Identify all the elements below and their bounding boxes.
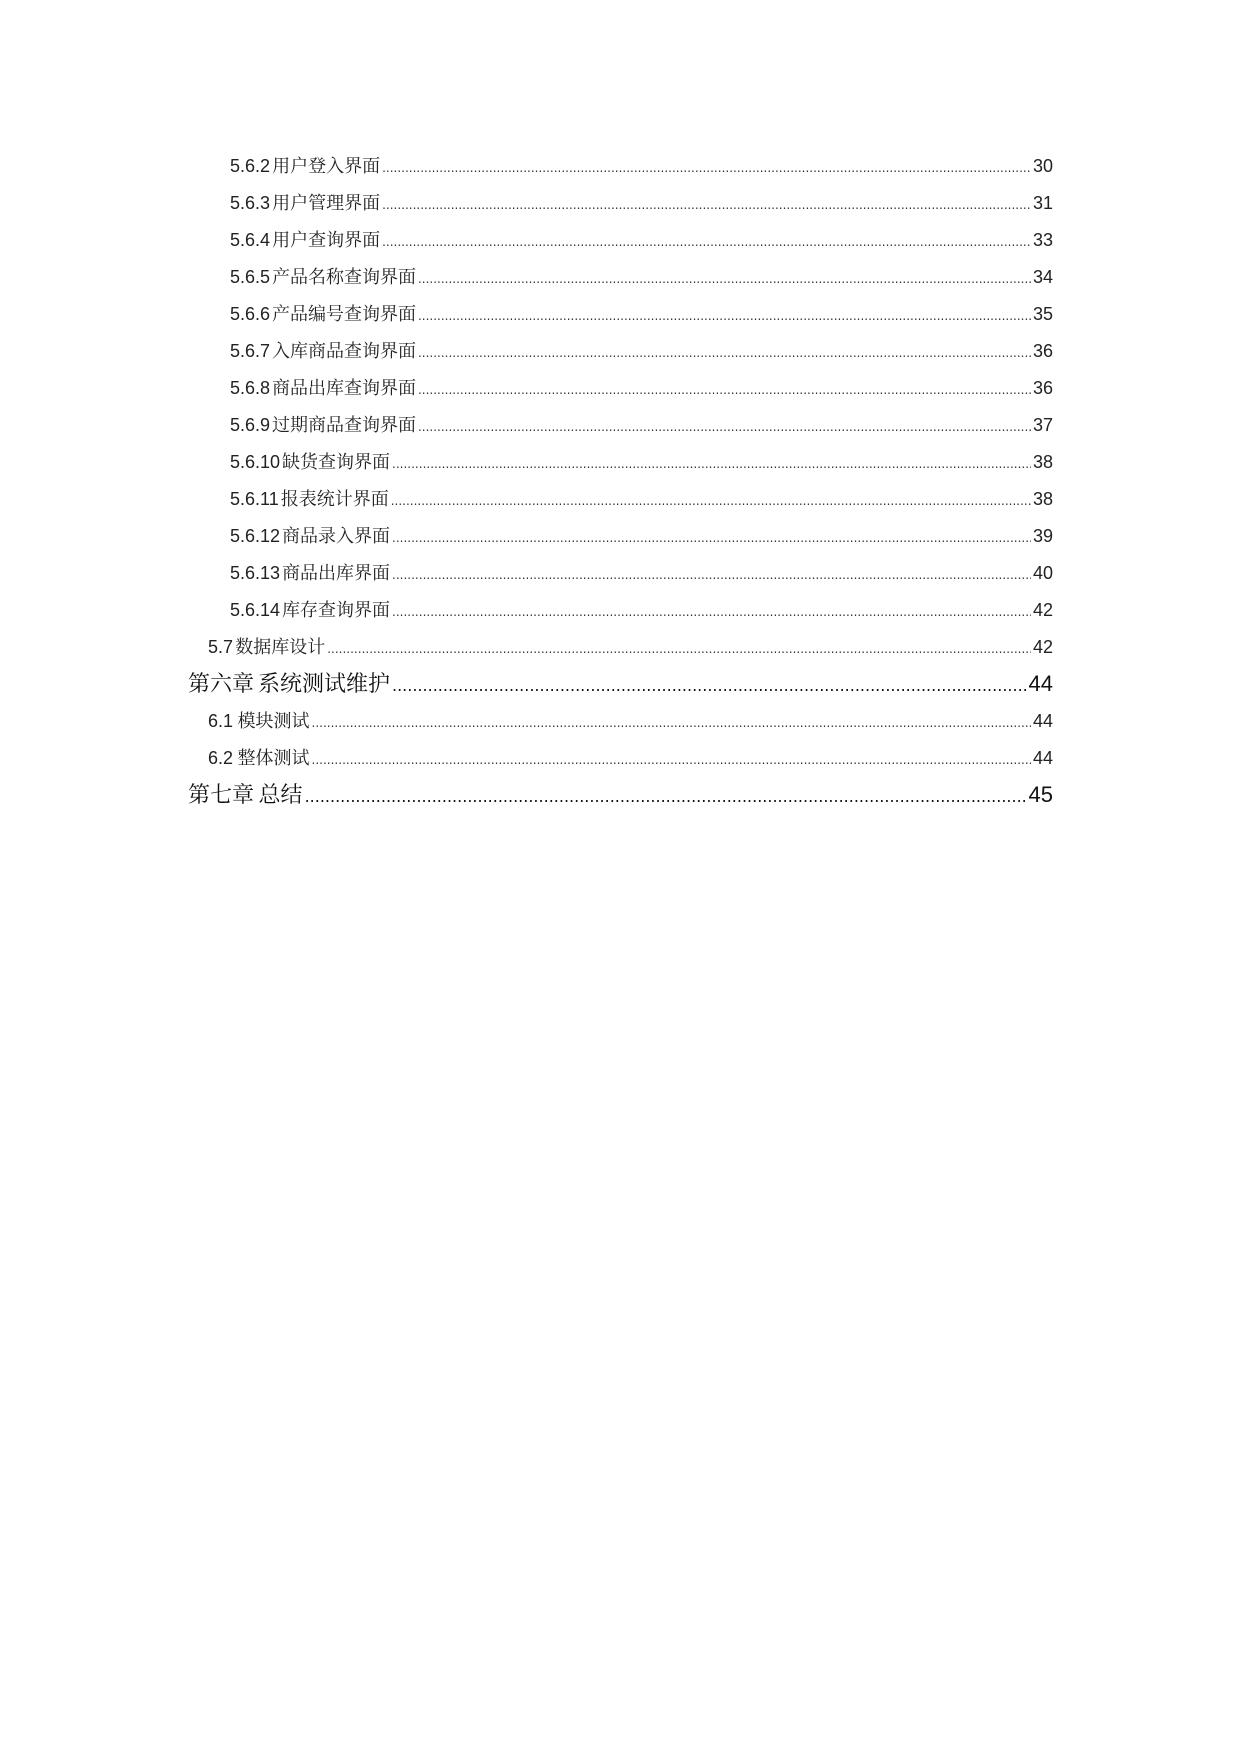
toc-entry-page: 36: [1032, 341, 1053, 361]
toc-entry-6-1[interactable]: [208, 709, 1053, 733]
toc-entry-title: 产品编号查询界面: [271, 304, 416, 325]
toc-entry-number: 5.6.9: [230, 415, 271, 435]
toc-entry-5-6-14[interactable]: [230, 598, 1053, 622]
toc-dot-leader: [392, 600, 1031, 624]
toc-entry-page: 44: [1032, 748, 1053, 768]
toc-dot-leader: [312, 711, 1031, 735]
toc-entry-6-2[interactable]: [208, 746, 1053, 770]
toc-entry-title: 用户查询界面: [272, 230, 381, 251]
toc-entry-page: 45: [1028, 782, 1053, 807]
toc-entry-title: 入库商品查询界面: [271, 341, 416, 362]
toc-entry-number: 5.6.5: [230, 267, 271, 287]
toc-entry-title: 模块测试: [237, 711, 310, 732]
toc-entry-page: 35: [1032, 304, 1053, 324]
toc-entry-5-6-9[interactable]: [230, 413, 1053, 437]
toc-entry-title: 商品出库查询界面: [271, 378, 416, 399]
toc-entry-title: 整体测试: [237, 748, 310, 769]
toc-entry-5-6-2[interactable]: [230, 154, 1053, 178]
toc-dot-leader: [305, 782, 1027, 812]
toc-dot-leader: [418, 267, 1031, 291]
toc-entry-5-7[interactable]: [208, 635, 1053, 659]
toc-entry-number: 5.6.4: [230, 230, 271, 250]
toc-entry-page: 44: [1032, 711, 1053, 731]
toc-dot-leader: [382, 230, 1031, 254]
toc-entry-title: 报表统计界面: [280, 489, 389, 510]
toc-entry-5-6-11[interactable]: [230, 487, 1053, 511]
toc-entry-page: 37: [1032, 415, 1053, 435]
toc-entry-title: 过期商品查询界面: [271, 415, 416, 436]
toc-entry-page: 42: [1032, 637, 1053, 657]
toc-entry-number: 5.6.7: [230, 341, 271, 361]
toc-entry-title: 用户管理界面: [272, 193, 381, 214]
toc-entry-chapter-7[interactable]: [188, 780, 1053, 810]
toc-entry-5-6-5[interactable]: [230, 265, 1053, 289]
toc-entry-page: 42: [1032, 600, 1053, 620]
toc-dot-leader: [312, 748, 1031, 772]
toc-entry-page: 38: [1032, 452, 1053, 472]
toc-entry-5-6-3[interactable]: [230, 191, 1053, 215]
toc-entry-5-6-8[interactable]: [230, 376, 1053, 400]
toc-entry-title: 产品名称查询界面: [271, 267, 416, 288]
toc-dot-leader: [392, 671, 1027, 701]
toc-entry-number: 第七章: [188, 782, 255, 807]
toc-entry-number: 5.6.12: [230, 526, 281, 546]
toc-entry-title: 用户登入界面: [272, 156, 381, 177]
toc-entry-number: 5.6.13: [230, 563, 281, 583]
toc-entry-title: 系统测试维护: [257, 672, 390, 697]
toc-dot-leader: [392, 526, 1031, 550]
toc-entry-5-6-12[interactable]: [230, 524, 1053, 548]
toc-entry-page: 36: [1032, 378, 1053, 398]
toc-entry-number: 5.6.8: [230, 378, 271, 398]
toc-entry-number: 6.1: [208, 711, 234, 731]
toc-entry-5-6-7[interactable]: [230, 339, 1053, 363]
toc-entry-page: 44: [1028, 671, 1053, 696]
toc-entry-title: 库存查询界面: [282, 600, 391, 621]
toc-dot-leader: [327, 637, 1031, 661]
toc-entry-5-6-13[interactable]: [230, 561, 1053, 585]
toc-dot-leader: [418, 378, 1031, 402]
toc-entry-number: 5.6.3: [230, 193, 271, 213]
toc-entry-title: 缺货查询界面: [282, 452, 391, 473]
toc-dot-leader: [418, 304, 1031, 328]
toc-entry-number: 5.6.11: [230, 489, 279, 509]
toc-dot-leader: [382, 156, 1031, 180]
toc-entry-number: 5.6.6: [230, 304, 271, 324]
toc-entry-title: 商品录入界面: [282, 526, 391, 547]
toc-entry-title: 商品出库界面: [282, 563, 391, 584]
toc-entry-title: 数据库设计: [235, 637, 326, 658]
toc-entry-number: 5.6.2: [230, 156, 271, 176]
toc-dot-leader: [392, 563, 1031, 587]
toc-entry-page: 33: [1032, 230, 1053, 250]
toc-entry-number: 5.6.10: [230, 452, 281, 472]
toc-entry-5-6-10[interactable]: [230, 450, 1053, 474]
toc-dot-leader: [382, 193, 1031, 217]
toc-entry-number: 5.7: [208, 637, 234, 657]
toc-entry-page: 31: [1032, 193, 1053, 213]
toc-entry-page: 34: [1032, 267, 1053, 287]
toc-entry-5-6-6[interactable]: [230, 302, 1053, 326]
toc-entry-page: 40: [1032, 563, 1053, 583]
toc-entry-number: 第六章: [188, 671, 255, 696]
toc-entry-page: 39: [1032, 526, 1053, 546]
toc-dot-leader: [391, 489, 1031, 513]
toc-dot-leader: [392, 452, 1031, 476]
toc-entry-number: 6.2: [208, 748, 234, 768]
toc-entry-chapter-6[interactable]: [188, 669, 1053, 699]
toc-dot-leader: [418, 415, 1031, 439]
toc-dot-leader: [418, 341, 1031, 365]
toc-entry-page: 30: [1032, 156, 1053, 176]
toc-entry-page: 38: [1032, 489, 1053, 509]
toc-entry-number: 5.6.14: [230, 600, 281, 620]
toc-entry-5-6-4[interactable]: [230, 228, 1053, 252]
toc-entry-title: 总结: [258, 783, 303, 808]
